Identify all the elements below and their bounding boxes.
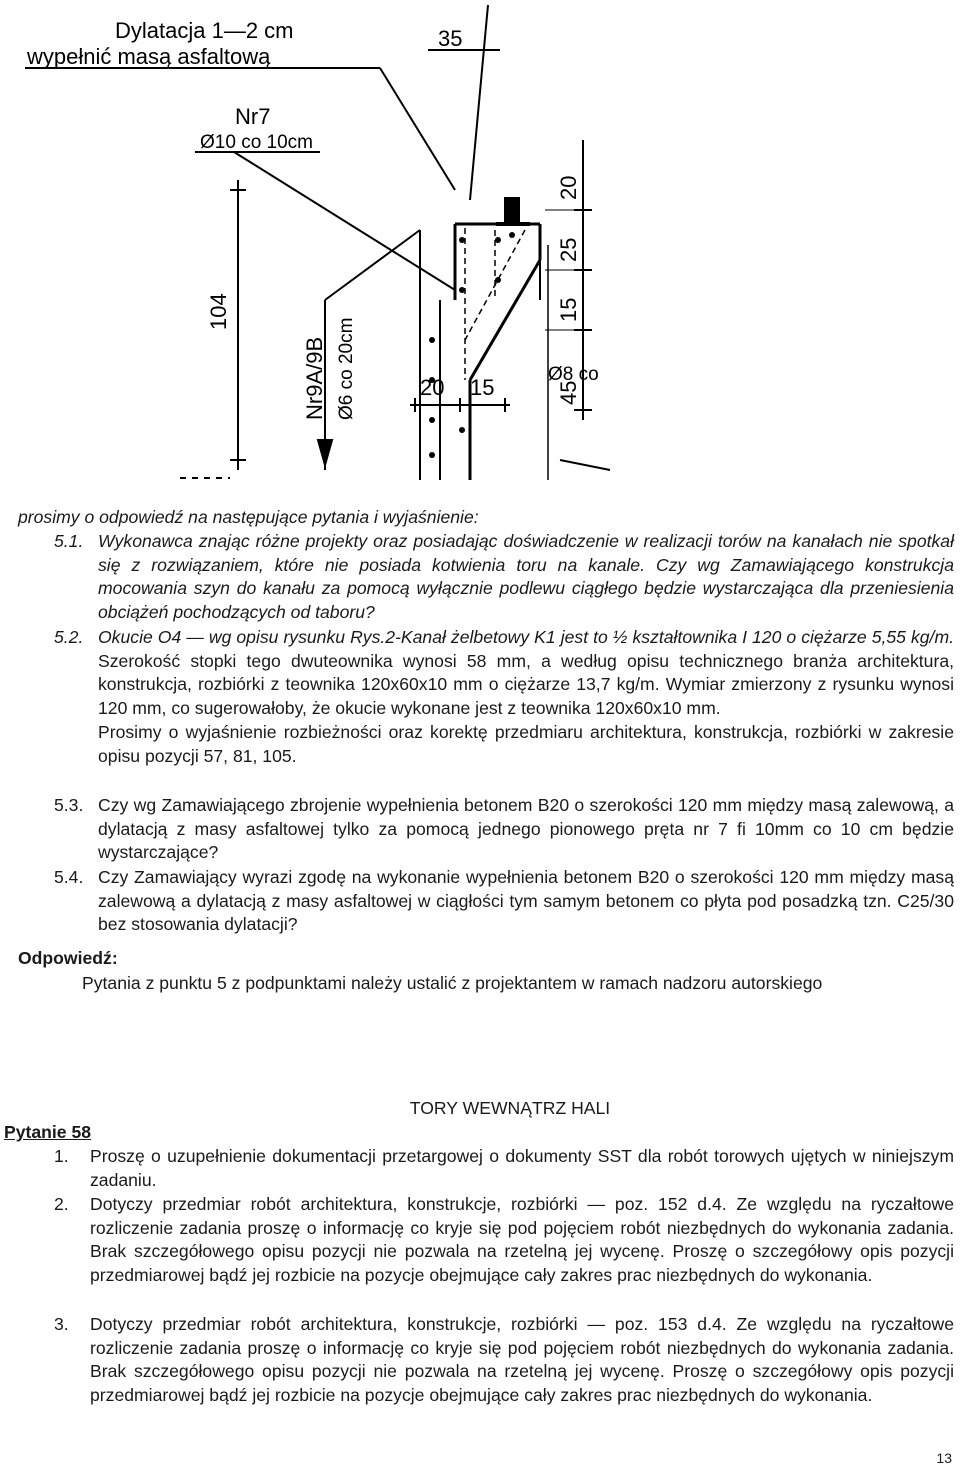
dimension-label: 20 (420, 375, 445, 400)
question-number: 5.2. (54, 627, 84, 647)
structure-line (560, 460, 610, 470)
question-number: 5.4. (54, 867, 84, 887)
question-heading: Pytanie 58 (4, 1122, 92, 1142)
question-text-part-c: Prosimy o wyjaśnienie rozbieżności oraz korektę przedmiaru architektura, konstrukcja, rozbiórki w zakresie opisu pozycji 57, 81, 105. (98, 721, 954, 766)
page-number: 13 (936, 1450, 952, 1466)
rebar-dot (495, 237, 501, 243)
item-3 (54, 1313, 954, 1433)
item-text: Dotyczy przedmiar robót architektura, konstrukcje, rozbiórki — poz. 152 d.4. Ze względu na ryczałtowe rozliczenie zadania proszę o informację co kryje się pod pojęciem robót niezbędnych do wykonania zadania. Brak szczegółowego opisu pozycji nie pozwala na rzetelną jej wycenę. Proszę o szczegółowy opis pozycji przedmiarowej bądź jej rozbicie na pozycje obejmujące cały zakres prac niezbędnych do wykonania. (90, 1194, 954, 1286)
question-text: Czy wg Zamawiającego zbrojenie wypełnienia betonem B20 o szerokości 120 mm między masą zalewową, a dylatacją z masy asfaltowej tylko za pomocą jednego pionowego pręta nr 7 fi 10mm co 10 cm będzie wystarczające? (98, 795, 954, 863)
dimension-label: 15 (470, 375, 495, 400)
rail-head (505, 198, 519, 224)
rebar-dot (495, 277, 501, 283)
dimension-label: 35 (438, 26, 463, 51)
question-text-part-b: Szerokość stopki tego dwuteownika wynosi 58 mm, a według opisu technicznego branża architektura, konstrukcja, rozbiórki z teownika 120x60x10 mm o ciężarze 13,7 kg/m. Wymiar zmierzony z rysunku wynosi 120 mm, co sugerowałoby, że okucie wykonane jest z teownika 120x60x10 mm. (98, 650, 954, 719)
question-5-3 (54, 794, 954, 866)
rebar-dot (459, 237, 465, 243)
dimension-label: 15 (556, 297, 581, 322)
item-text: Dotyczy przedmiar robót architektura, konstrukcje, rozbiórki — poz. 153 d.4. Ze względu na ryczałtowe rozliczenie zadania proszę o informację co kryje się pod pojęciem robót niezbędnych do wykonania zadania. Brak szczegółowego opisu pozycji nie pozwala na rzetelną jej wycenę. Proszę o szczegółowy opis pozycji przedmiarowej bądź jej rozbicie na pozycje obejmujące cały zakres prac niezbędnych do wykonania. (90, 1314, 954, 1406)
answer-text: Pytania z punktu 5 z podpunktami należy ustalić z projektantem w ramach nadzoru autorskiego (82, 973, 823, 993)
label-nr7-bar: Ø10 co 10cm (200, 132, 313, 153)
concrete-outline (470, 260, 540, 380)
item-text: Proszę o uzupełnienie dokumentacji przetargowej o dokumenty SST dla robót torowych ujętych w niniejszym zadaniu. (90, 1146, 954, 1190)
leader-line (380, 68, 455, 190)
dimension-line (470, 5, 488, 200)
rebar-dot (459, 287, 465, 293)
dimension-label: 25 (556, 237, 581, 262)
item-2 (54, 1193, 954, 1313)
label-nr9-bar: Ø6 co 20cm (336, 317, 357, 420)
rebar-dot (429, 417, 435, 423)
leader-line (325, 230, 420, 300)
intro-line: prosimy o odpowiedź na następujące pytania i wyjaśnienie: (18, 507, 479, 527)
rebar-dashed (465, 230, 525, 340)
label-dylatacja: Dylatacja 1—2 cm (115, 18, 294, 43)
label-nr9: Nr9A/9B (302, 336, 327, 420)
item-1 (54, 1145, 954, 1193)
question-5-1 (54, 530, 954, 625)
label-dylatacja-fill: wypełnić masą asfaltową (27, 44, 271, 69)
question-5-4 (54, 866, 954, 938)
rebar-dot (459, 427, 465, 433)
question-5-2 (54, 626, 954, 792)
item-number: 2. (54, 1194, 69, 1214)
rebar-dot (509, 232, 515, 238)
label-o8: Ø8 co (548, 364, 599, 385)
label-nr7: Nr7 (235, 104, 271, 129)
dimension-label: 104 (206, 293, 231, 330)
section-title: TORY WEWNĄTRZ HALI (409, 1098, 611, 1118)
question-text: Wykonawca znając różne projekty oraz posiadając doświadczenie w realizacji torów na kanałach nie spotkał się z rozwiązaniem, które nie posiada kotwienia toru na kanale. Czy wg Zamawiającego konstrukcja mocowania szyn do kanału za pomocą wyłącznie podlewu ciągłego będzie wystarczająca dla przeniesienia obciążeń pochodzących od taboru? (98, 531, 954, 623)
question-number: 5.1. (54, 531, 84, 551)
dimension-label: 45 (556, 380, 581, 405)
leader-line (234, 152, 455, 290)
question-text: Czy Zamawiający wyrazi zgodę na wykonanie wypełnienia betonem B20 o szerokości 120 mm między masą zalewową a dylatacją z masy asfaltowej w ciągłości tym samym betonem co płyta pod posadzką tzn. C25/30 bez stosowania dylatacji? (98, 867, 954, 935)
question-text-part-a: Okucie O4 — wg opisu rysunku Rys.2-Kanał żelbetowy K1 jest to ½ kształtownika I 120 o ciężarze 5,55 kg/m. (98, 627, 954, 647)
rebar-dot (429, 337, 435, 343)
technical-drawing (0, 0, 620, 480)
rebar-arrow-head (318, 440, 332, 465)
item-number: 3. (54, 1314, 69, 1334)
item-number: 1. (54, 1146, 69, 1166)
rebar-dot (429, 452, 435, 458)
question-number: 5.3. (54, 795, 84, 815)
dimension-label: 20 (556, 175, 581, 200)
answer-heading: Odpowiedź: (18, 948, 118, 968)
